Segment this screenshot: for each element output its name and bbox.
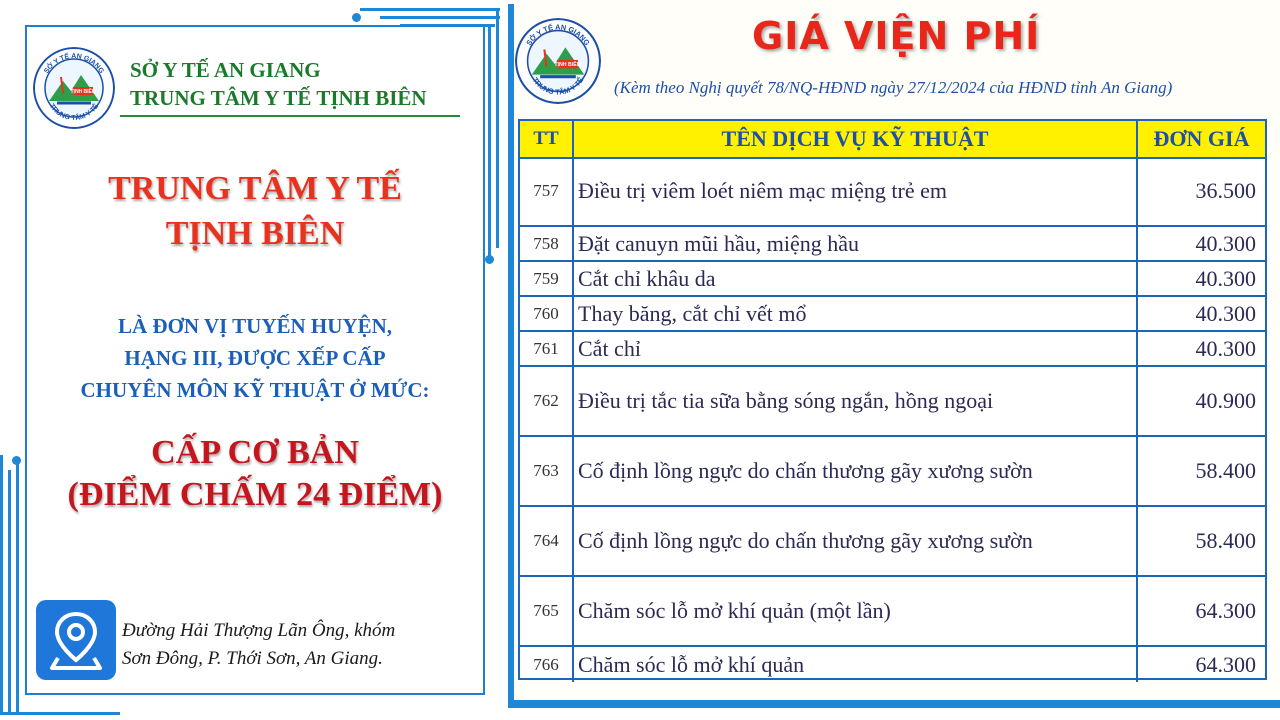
- svg-text:SỞ Y TẾ AN GIANG: SỞ Y TẾ AN GIANG: [43, 52, 105, 75]
- unit-price: 40.300: [1195, 300, 1256, 326]
- svg-text:TỊNH BIÊN: TỊNH BIÊN: [70, 89, 96, 95]
- unit-price: 40.300: [1195, 335, 1256, 361]
- unit-price: 64.300: [1195, 651, 1256, 677]
- svg-text:TRUNG TÂM Y TẾ: TRUNG TÂM Y TẾ: [530, 75, 586, 97]
- table-row: [520, 332, 1265, 367]
- table-row: [520, 507, 1265, 577]
- service-name: Chăm sóc lỗ mở khí quản (một lần): [578, 598, 891, 623]
- center-title-line2: TỊNH BIÊN: [165, 215, 345, 252]
- unit-price: 58.400: [1195, 528, 1256, 553]
- address: [122, 617, 395, 673]
- org-name: TRUNG TÂM Y TẾ TỊNH BIÊN: [130, 86, 427, 110]
- decor-line: [8, 470, 11, 715]
- hospital-logo-text: [33, 47, 115, 129]
- service-name: Cắt chỉ khâu da: [578, 265, 716, 291]
- unit-price: 36.500: [1195, 178, 1256, 203]
- price-title: GIÁ VIỆN PHÍ: [752, 14, 1041, 58]
- service-name: Cố định lồng ngực do chấn thương gãy xương sườn: [578, 528, 1033, 553]
- decor-line: [0, 455, 3, 715]
- unit-price: 40.300: [1195, 230, 1256, 256]
- table-row: [520, 297, 1265, 332]
- service-name: Thay băng, cắt chỉ vết mổ: [578, 300, 807, 326]
- table-row: [520, 157, 1265, 227]
- price-table: [518, 119, 1267, 680]
- header-tt: TT: [533, 128, 559, 149]
- column-divider: [572, 507, 574, 575]
- service-name: Đặt canuyn mũi hầu, miệng hầu: [578, 230, 860, 256]
- column-divider: [572, 227, 574, 260]
- column-divider: [572, 367, 574, 435]
- decor-dot: [485, 255, 494, 264]
- description-line3: CHUYÊN MÔN KỸ THUẬT Ở MỨC:: [80, 378, 430, 402]
- decor-line: [0, 712, 120, 715]
- map-location-button[interactable]: [36, 600, 116, 680]
- service-name: Chăm sóc lỗ mở khí quản: [578, 651, 805, 677]
- row-number: 762: [533, 391, 559, 410]
- map-pin-icon: [36, 600, 116, 680]
- decor-line: [360, 8, 500, 11]
- address-line2: Sơn Đông, P. Thới Sơn, An Giang.: [122, 648, 383, 669]
- decor-line: [380, 16, 500, 19]
- column-divider: [572, 262, 574, 295]
- table-header: [520, 121, 1265, 159]
- table-row: [520, 367, 1265, 437]
- table-row: [520, 437, 1265, 507]
- description-line2: HẠNG III, ĐƯỢC XẾP CẤP: [124, 346, 386, 370]
- row-number: 763: [533, 461, 559, 480]
- column-divider: [572, 647, 574, 682]
- row-number: 765: [533, 601, 559, 620]
- price-subtitle: (Kèm theo Nghị quyết 78/NQ-HĐND ngày 27/12/2024 của HĐND tỉnh An Giang): [614, 78, 1173, 97]
- unit-price: 40.900: [1195, 388, 1256, 413]
- column-divider: [572, 437, 574, 505]
- service-name: Cắt chỉ: [578, 335, 641, 361]
- column-divider: [572, 577, 574, 645]
- column-divider: [572, 157, 574, 225]
- row-number: 757: [533, 181, 559, 200]
- table-row: [520, 577, 1265, 647]
- row-number: 761: [533, 338, 559, 358]
- org-parent: SỞ Y TẾ AN GIANG: [130, 58, 321, 82]
- header-name: TÊN DỊCH VỤ KỸ THUẬT: [721, 126, 989, 151]
- unit-price: 40.300: [1195, 265, 1256, 291]
- table-row: [520, 262, 1265, 297]
- svg-text:SỞ Y TẾ AN GIANG: SỞ Y TẾ AN GIANG: [524, 22, 592, 48]
- row-number: 759: [533, 268, 559, 288]
- row-number: 764: [533, 531, 559, 550]
- center-title-line1: TRUNG TÂM Y TẾ: [108, 170, 402, 207]
- level-line1: CẤP CƠ BẢN: [151, 434, 359, 471]
- decor-line: [508, 4, 514, 708]
- column-divider: [572, 332, 574, 365]
- table-row: [520, 647, 1265, 682]
- level-line2: (ĐIỂM CHẤM 24 ĐIỂM): [67, 476, 443, 513]
- decor-dot: [352, 13, 361, 22]
- hospital-logo: [515, 18, 601, 104]
- svg-text:TỊNH BIÊN: TỊNH BIÊN: [554, 62, 581, 69]
- row-number: 758: [533, 233, 559, 253]
- unit-price: 64.300: [1195, 598, 1256, 623]
- svg-text:TRUNG TÂM Y TẾ: TRUNG TÂM Y TẾ: [47, 102, 101, 123]
- table-row: [520, 227, 1265, 262]
- decor-line: [488, 24, 491, 259]
- header-price: ĐƠN GIÁ: [1153, 126, 1250, 151]
- service-name: Điều trị viêm loét niêm mạc miệng trẻ em: [578, 178, 947, 203]
- decor-dot: [12, 456, 21, 465]
- address-line1: Đường Hải Thượng Lãn Ông, khóm: [122, 620, 396, 641]
- description-line1: LÀ ĐƠN VỊ TUYẾN HUYỆN,: [117, 314, 392, 338]
- unit-price: 58.400: [1195, 458, 1256, 483]
- row-number: 760: [533, 303, 559, 323]
- decor-line: [513, 700, 1280, 708]
- decor-line: [16, 460, 19, 715]
- row-number: 766: [533, 654, 559, 674]
- column-divider: [572, 297, 574, 330]
- decor-line: [496, 8, 499, 248]
- divider: [120, 115, 460, 117]
- service-name: Cố định lồng ngực do chấn thương gãy xương sườn: [578, 458, 1033, 483]
- service-name: Điều trị tắc tia sữa bằng sóng ngắn, hồng ngoại: [578, 388, 994, 413]
